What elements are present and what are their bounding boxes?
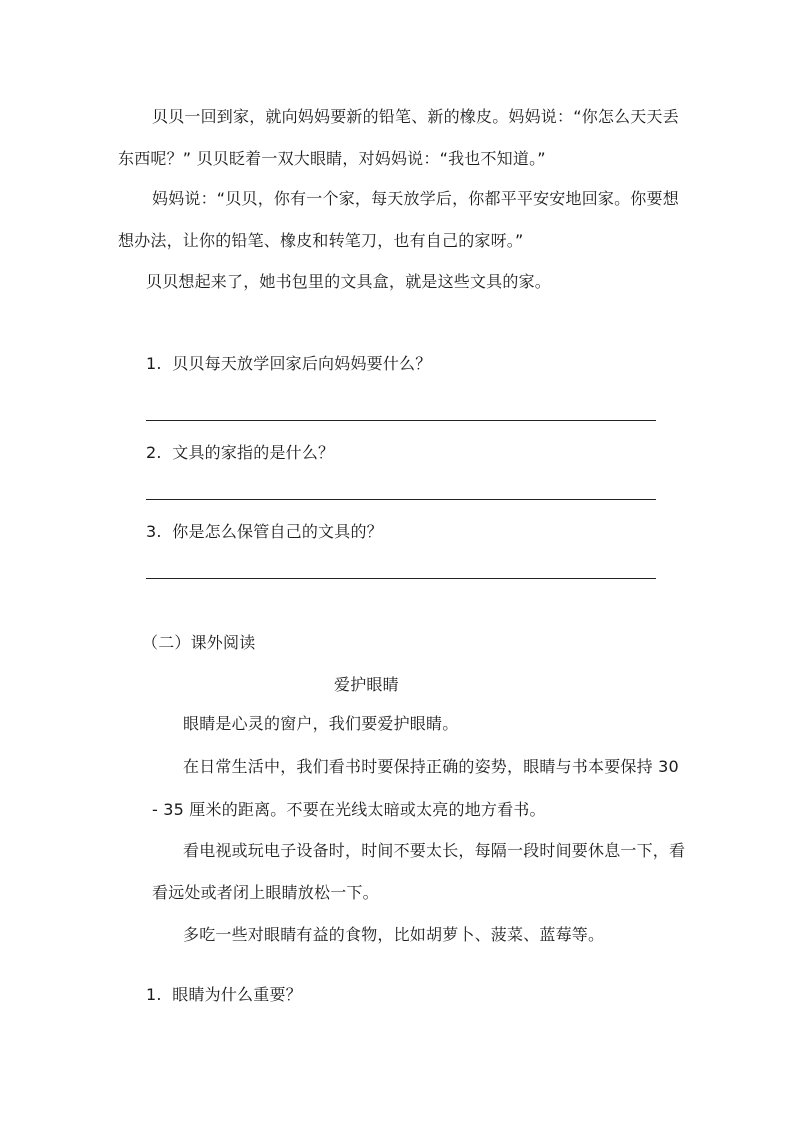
question-number: 1. xyxy=(146,354,162,373)
answer-line-3[interactable] xyxy=(146,578,656,579)
question-text: 贝贝每天放学回家后向妈妈要什么？ xyxy=(172,354,432,373)
passage1-line-4: 想办法，让你的铅笔、橡皮和转笔刀，也有自己的家呀。” xyxy=(118,231,524,250)
question1-3 xyxy=(146,522,383,542)
question-text: 你是怎么保管自己的文具的？ xyxy=(172,522,383,541)
section2-line-5: 看远处或者闭上眼睛放松一下。 xyxy=(152,883,379,902)
question-number: 2. xyxy=(146,443,162,462)
section2-heading: （二）课外阅读 xyxy=(142,633,256,652)
question1-1 xyxy=(146,354,431,374)
passage1-line-5: 贝贝想起来了，她书包里的文具盒，就是这些文具的家。 xyxy=(146,272,552,291)
question-number: 3. xyxy=(146,522,162,541)
question-text: 眼睛为什么重要？ xyxy=(172,985,302,1004)
question-number: 1. xyxy=(146,985,162,1004)
answer-line-1[interactable] xyxy=(146,420,656,421)
answer-line-2[interactable] xyxy=(146,499,656,500)
section2-title: 爱护眼睛 xyxy=(334,675,399,694)
question-text: 文具的家指的是什么？ xyxy=(172,443,335,462)
section2-line-4: 看电视或玩电子设备时，时间不要太长，每隔一段时间要休息一下，看 xyxy=(183,841,686,860)
section2-line-6: 多吃一些对眼睛有益的食物，比如胡萝卜、菠菜、蓝莓等。 xyxy=(183,925,605,944)
section2-line-1: 眼睛是心灵的窗户，我们要爱护眼睛。 xyxy=(183,714,459,733)
passage1-line-3: 妈妈说：“贝贝，你有一个家，每天放学后，你都平平安安地回家。你要想 xyxy=(152,189,679,208)
question1-2 xyxy=(146,443,334,463)
passage1-line-2: 东西呢？” 贝贝眨着一双大眼睛，对妈妈说：“我也不知道。” xyxy=(118,149,546,168)
section2-line-3: - 35 厘米的距离。不要在光线太暗或太亮的地方看书。 xyxy=(152,800,546,819)
passage1-line-1: 贝贝一回到家，就向妈妈要新的铅笔、新的橡皮。妈妈说：“你怎么天天丢 xyxy=(152,107,679,126)
question2-1 xyxy=(146,985,302,1005)
section2-line-2: 在日常生活中，我们看书时要保持正确的姿势，眼睛与书本要保持 30 xyxy=(183,757,679,776)
